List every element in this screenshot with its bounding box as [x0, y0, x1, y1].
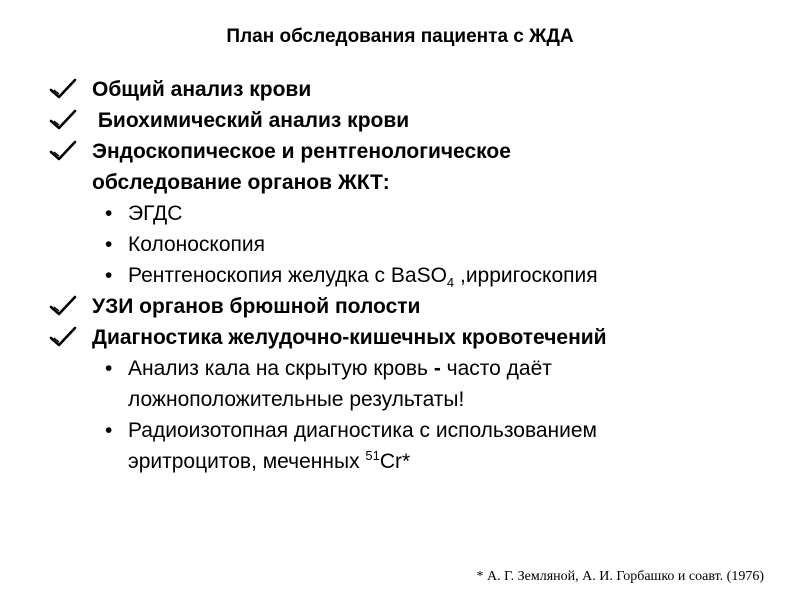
stool-text: Анализ кала на скрытую кровь — [128, 357, 434, 380]
sub-item-egds: ЭГДС — [128, 202, 183, 225]
xray-subscript: 4 — [446, 275, 455, 291]
xray-text-after: ,ирригоскопия — [454, 264, 598, 287]
list-item-label-continued: обследование органов ЖКТ: — [92, 171, 390, 194]
list-item — [48, 136, 788, 198]
radio-text-line2: эритроцитов, меченных — [128, 450, 366, 473]
checkmark-icon — [48, 140, 78, 162]
list-item — [48, 105, 788, 136]
bullet-icon: • — [105, 264, 113, 287]
list-item-label: УЗИ органов брюшной полости — [92, 295, 421, 318]
bullet-icon: • — [105, 419, 113, 442]
xray-text: Рентгеноскопия желудка с BaSO — [128, 264, 447, 287]
list-item-label: Биохимический анализ крови — [92, 109, 410, 132]
radio-superscript: 51 — [365, 448, 380, 463]
stool-text-line2: ложноположительные результаты! — [128, 388, 465, 411]
sub-item-colonoscopy: Колоноскопия — [128, 233, 265, 256]
footnote: * А. Г. Земляной, А. И. Горбашко и соавт. (1976) — [476, 569, 764, 584]
list-item — [48, 74, 788, 105]
bullet-icon: • — [105, 202, 113, 225]
list-item-label: Эндоскопическое и рентгенологическое — [92, 140, 511, 163]
sub-list-item — [48, 229, 788, 260]
stool-dash: - — [433, 357, 441, 380]
checkmark-icon — [48, 326, 78, 348]
bullet-icon: • — [105, 233, 113, 256]
checkmark-icon — [48, 78, 78, 100]
checkmark-icon — [48, 109, 78, 131]
list-item — [48, 322, 788, 353]
checkmark-icon — [48, 295, 78, 317]
sub-list-item — [48, 353, 788, 415]
sub-item-radioisotope — [128, 419, 597, 473]
list-item-label: Общий анализ крови — [92, 78, 312, 101]
list-item — [48, 291, 788, 322]
bullet-icon: • — [105, 357, 113, 380]
sub-list-item — [48, 415, 788, 477]
sub-list-item — [48, 198, 788, 229]
list-item-label: Диагностика желудочно-кишечных кровотечений — [92, 326, 607, 349]
page-title: План обследования пациента с ЖДА — [226, 26, 574, 47]
sub-item-stool-test — [128, 357, 552, 411]
radio-text-after: Cr* — [379, 450, 411, 473]
radio-text-line1: Радиоизотопная диагностика с использованием — [128, 419, 597, 442]
sub-list-item — [48, 260, 788, 291]
sub-item-xray — [128, 264, 598, 291]
stool-text-after: часто даёт — [440, 357, 552, 380]
examination-plan-list — [48, 74, 788, 477]
